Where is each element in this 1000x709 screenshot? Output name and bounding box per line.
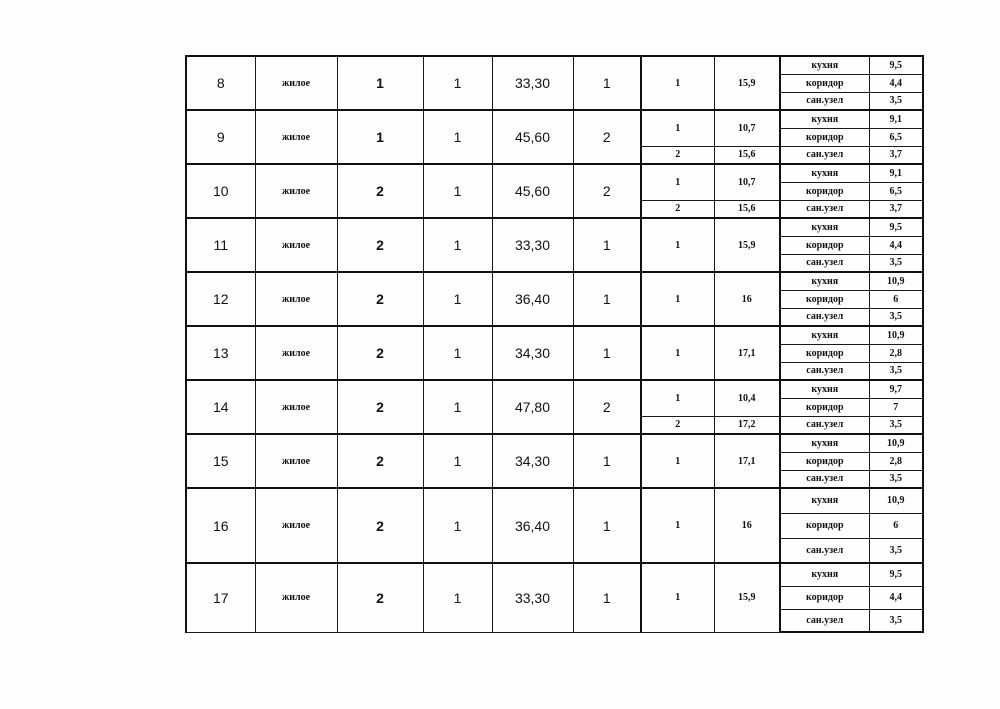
section-cell: 1 [423, 218, 492, 272]
section-cell: 1 [423, 488, 492, 563]
room-count-cell: 1 [573, 56, 641, 110]
premises-type-cell: жилое [255, 272, 337, 326]
aux-room-name-cell: сан.узел [780, 470, 869, 488]
section-cell: 1 [423, 272, 492, 326]
aux-room-area-cell: 3,7 [869, 146, 923, 164]
total-area-cell: 36,40 [492, 488, 573, 563]
room-area-cell: 10,4 [714, 380, 780, 416]
aux-room-name-cell: кухня [780, 164, 869, 182]
total-area-cell: 34,30 [492, 434, 573, 488]
total-area-cell: 45,60 [492, 110, 573, 164]
total-area-cell: 47,80 [492, 380, 573, 434]
room-area-cell: 10,7 [714, 164, 780, 200]
aux-room-name-cell: сан.узел [780, 609, 869, 632]
aux-room-name-cell: коридор [780, 398, 869, 416]
section-cell: 1 [423, 434, 492, 488]
apartment-number-cell: 12 [186, 272, 255, 326]
total-area-cell: 33,30 [492, 563, 573, 632]
room-index-cell: 2 [641, 146, 714, 164]
aux-room-name-cell: кухня [780, 326, 869, 344]
aux-room-name-cell: сан.узел [780, 146, 869, 164]
apartment-number-cell: 16 [186, 488, 255, 563]
room-area-cell: 16 [714, 488, 780, 563]
table-row [186, 326, 923, 344]
aux-room-name-cell: сан.узел [780, 416, 869, 434]
aux-room-area-cell: 2,8 [869, 344, 923, 362]
section-cell: 1 [423, 326, 492, 380]
table-row [186, 272, 923, 290]
room-index-cell: 1 [641, 218, 714, 272]
table-row [186, 434, 923, 452]
table-row [186, 563, 923, 586]
aux-room-area-cell: 9,7 [869, 380, 923, 398]
room-area-cell: 10,7 [714, 110, 780, 146]
aux-room-name-cell: коридор [780, 128, 869, 146]
room-count-cell: 1 [573, 563, 641, 632]
aux-room-area-cell: 7 [869, 398, 923, 416]
room-count-cell: 1 [573, 326, 641, 380]
apartment-number-cell: 14 [186, 380, 255, 434]
total-area-cell: 33,30 [492, 56, 573, 110]
aux-room-area-cell: 9,1 [869, 164, 923, 182]
room-area-cell: 16 [714, 272, 780, 326]
room-index-cell: 1 [641, 488, 714, 563]
room-area-cell: 15,9 [714, 56, 780, 110]
room-index-cell: 1 [641, 380, 714, 416]
aux-room-area-cell: 4,4 [869, 586, 923, 609]
room-index-cell: 1 [641, 164, 714, 200]
floor-cell: 2 [337, 380, 423, 434]
aux-room-area-cell: 3,5 [869, 470, 923, 488]
aux-room-name-cell: сан.узел [780, 92, 869, 110]
aux-room-area-cell: 10,9 [869, 434, 923, 452]
room-index-cell: 1 [641, 563, 714, 632]
aux-room-name-cell: коридор [780, 452, 869, 470]
total-area-cell: 45,60 [492, 164, 573, 218]
aux-room-name-cell: коридор [780, 236, 869, 254]
aux-room-name-cell: сан.узел [780, 308, 869, 326]
aux-room-name-cell: коридор [780, 182, 869, 200]
apartment-number-cell: 13 [186, 326, 255, 380]
aux-room-area-cell: 3,5 [869, 308, 923, 326]
aux-room-name-cell: кухня [780, 272, 869, 290]
aux-room-area-cell: 6,5 [869, 128, 923, 146]
aux-room-area-cell: 6 [869, 290, 923, 308]
premises-type-cell: жилое [255, 56, 337, 110]
floor-cell: 2 [337, 563, 423, 632]
apartment-number-cell: 8 [186, 56, 255, 110]
room-area-cell: 15,6 [714, 200, 780, 218]
table-row [186, 218, 923, 236]
premises-type-cell: жилое [255, 488, 337, 563]
section-cell: 1 [423, 164, 492, 218]
room-area-cell: 15,9 [714, 218, 780, 272]
aux-room-area-cell: 3,5 [869, 254, 923, 272]
total-area-cell: 34,30 [492, 326, 573, 380]
aux-room-name-cell: коридор [780, 513, 869, 538]
premises-type-cell: жилое [255, 218, 337, 272]
aux-room-area-cell: 9,5 [869, 563, 923, 586]
room-count-cell: 1 [573, 488, 641, 563]
apartment-number-cell: 9 [186, 110, 255, 164]
room-count-cell: 2 [573, 164, 641, 218]
aux-room-area-cell: 9,5 [869, 218, 923, 236]
aux-room-name-cell: кухня [780, 488, 869, 513]
room-index-cell: 1 [641, 326, 714, 380]
aux-room-area-cell: 4,4 [869, 236, 923, 254]
floor-cell: 1 [337, 56, 423, 110]
floor-cell: 2 [337, 434, 423, 488]
section-cell: 1 [423, 56, 492, 110]
aux-room-area-cell: 6 [869, 513, 923, 538]
aux-room-area-cell: 6,5 [869, 182, 923, 200]
aux-room-name-cell: сан.узел [780, 538, 869, 563]
aux-room-name-cell: сан.узел [780, 254, 869, 272]
table-row [186, 56, 923, 74]
aux-room-name-cell: коридор [780, 344, 869, 362]
table-row [186, 110, 923, 128]
room-count-cell: 1 [573, 434, 641, 488]
aux-room-name-cell: кухня [780, 110, 869, 128]
room-area-cell: 17,1 [714, 326, 780, 380]
floor-cell: 1 [337, 110, 423, 164]
apartment-number-cell: 17 [186, 563, 255, 632]
aux-room-area-cell: 3,5 [869, 362, 923, 380]
room-index-cell: 1 [641, 110, 714, 146]
room-index-cell: 1 [641, 56, 714, 110]
section-cell: 1 [423, 110, 492, 164]
room-index-cell: 1 [641, 434, 714, 488]
total-area-cell: 33,30 [492, 218, 573, 272]
floor-cell: 2 [337, 164, 423, 218]
section-cell: 1 [423, 380, 492, 434]
premises-type-cell: жилое [255, 563, 337, 632]
aux-room-area-cell: 3,7 [869, 200, 923, 218]
aux-room-area-cell: 3,5 [869, 609, 923, 632]
premises-type-cell: жилое [255, 434, 337, 488]
room-index-cell: 2 [641, 200, 714, 218]
apartment-number-cell: 10 [186, 164, 255, 218]
aux-room-area-cell: 3,5 [869, 538, 923, 563]
aux-room-name-cell: коридор [780, 586, 869, 609]
table-row [186, 380, 923, 398]
room-area-cell: 15,9 [714, 563, 780, 632]
premises-type-cell: жилое [255, 164, 337, 218]
aux-room-area-cell: 3,5 [869, 92, 923, 110]
floor-cell: 2 [337, 326, 423, 380]
aux-room-area-cell: 2,8 [869, 452, 923, 470]
aux-room-area-cell: 10,9 [869, 272, 923, 290]
premises-type-cell: жилое [255, 110, 337, 164]
premises-type-cell: жилое [255, 380, 337, 434]
table-row [186, 488, 923, 513]
room-count-cell: 2 [573, 110, 641, 164]
room-area-cell: 17,1 [714, 434, 780, 488]
aux-room-name-cell: кухня [780, 380, 869, 398]
apartment-number-cell: 15 [186, 434, 255, 488]
floor-cell: 2 [337, 488, 423, 563]
aux-room-name-cell: коридор [780, 290, 869, 308]
room-index-cell: 1 [641, 272, 714, 326]
aux-room-name-cell: коридор [780, 74, 869, 92]
aux-room-area-cell: 10,9 [869, 488, 923, 513]
aux-room-name-cell: кухня [780, 218, 869, 236]
aux-room-name-cell: сан.узел [780, 362, 869, 380]
aux-room-area-cell: 4,4 [869, 74, 923, 92]
room-area-cell: 17,2 [714, 416, 780, 434]
room-area-cell: 15,6 [714, 146, 780, 164]
table-row [186, 164, 923, 182]
aux-room-name-cell: кухня [780, 563, 869, 586]
floor-cell: 2 [337, 272, 423, 326]
aux-room-area-cell: 9,5 [869, 56, 923, 74]
aux-room-name-cell: кухня [780, 434, 869, 452]
apartment-number-cell: 11 [186, 218, 255, 272]
premises-type-cell: жилое [255, 326, 337, 380]
aux-room-name-cell: сан.узел [780, 200, 869, 218]
room-count-cell: 2 [573, 380, 641, 434]
room-count-cell: 1 [573, 272, 641, 326]
apartments-table-body [186, 56, 923, 632]
section-cell: 1 [423, 563, 492, 632]
apartments-table [185, 55, 924, 633]
aux-room-name-cell: кухня [780, 56, 869, 74]
total-area-cell: 36,40 [492, 272, 573, 326]
room-index-cell: 2 [641, 416, 714, 434]
aux-room-area-cell: 3,5 [869, 416, 923, 434]
room-count-cell: 1 [573, 218, 641, 272]
aux-room-area-cell: 9,1 [869, 110, 923, 128]
aux-room-area-cell: 10,9 [869, 326, 923, 344]
floor-cell: 2 [337, 218, 423, 272]
